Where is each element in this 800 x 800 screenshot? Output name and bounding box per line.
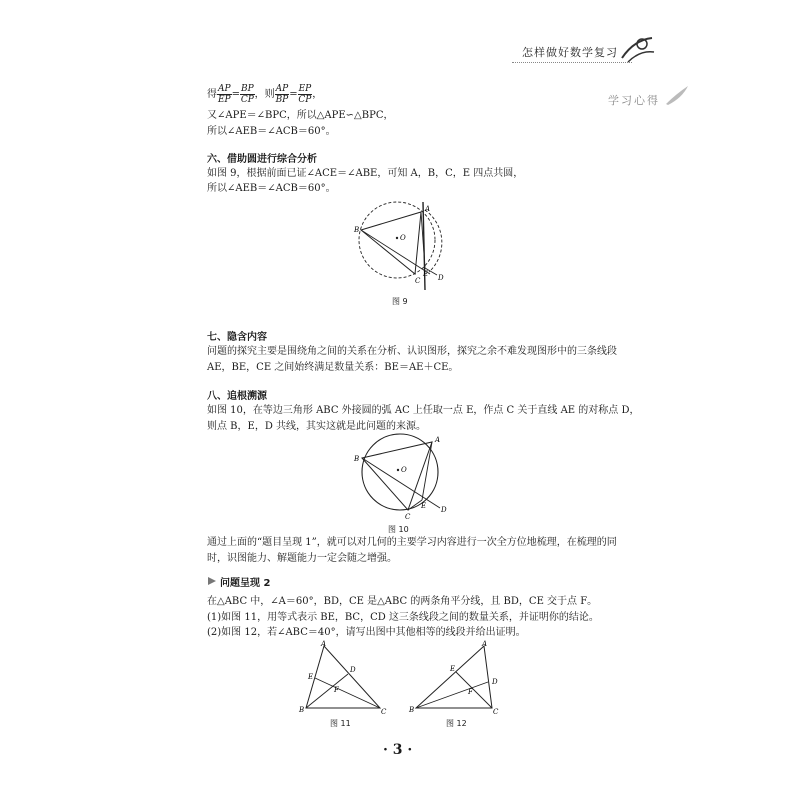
proof-line-2: 又∠APE＝∠BPC，所以△APE∽△BPC， — [207, 110, 394, 121]
fig11-label-e: E — [308, 673, 314, 681]
fig10-label-d: D — [441, 506, 447, 514]
summary-line-1: 通过上面的“题目呈现 1”，就可以对几何的主要学习内容进行一次全方位地梳理，在梳理的同 — [207, 537, 617, 548]
section-8-line-1: 如图 10，在等边三角形 ABC 外接圆的弧 AC 上任取一点 E，作点 C 关于直线 AE 的对称点 D， — [207, 405, 640, 416]
fig10-label-a: A — [435, 436, 441, 444]
fig12-label-f: F — [468, 688, 473, 696]
fig9-label-d: D — [438, 274, 444, 282]
page-number: · 3 · — [383, 742, 413, 758]
fig12-label-a: A — [482, 640, 488, 648]
running-header-title: 怎样做好数学复习 — [522, 46, 618, 59]
problem-2-heading: 问题呈现 2 — [220, 578, 271, 589]
fig11-label-a: A — [321, 640, 327, 648]
fig12-label-d: D — [492, 678, 498, 686]
fig12-label-b: B — [409, 706, 415, 714]
problem-2-line-1: 在△ABC 中，∠A＝60°，BD，CE 是△ABC 的两条角平分线，且 BD，CE 交于点 F。 — [207, 596, 598, 607]
problem-2-line-3: (2)如图 12，若∠ABC＝40°，请写出图中其他相等的线段并给出证明。 — [207, 627, 526, 638]
fig9-label-o: O — [400, 234, 406, 242]
figure-12 — [408, 640, 504, 716]
section-6-heading: 六、借助圆进行综合分析 — [207, 154, 317, 165]
section-7-line-2: AE，BE，CE 之间始终满足数量关系：BE＝AE＋CE。 — [207, 362, 459, 373]
figure-10 — [348, 430, 458, 522]
figure-9-caption: 图 9 — [392, 297, 408, 306]
fig9-label-b: B — [354, 226, 360, 234]
fig10-label-c: C — [405, 513, 411, 521]
section-8-heading: 八、追根溯源 — [207, 391, 267, 402]
proof-ratio-line: 得 $\frac{AP}{EP}$ = $\frac{BP}{CP}$ ，则 $\frac{AP}{BP}$ = $\frac{EP}{CP}$ ， — [207, 84, 323, 105]
fig10-label-o: O — [401, 466, 407, 474]
fig9-label-c: C — [415, 277, 421, 285]
fig10-label-e: E — [421, 502, 427, 510]
triangle-marker-icon — [207, 576, 217, 586]
section-7-line-1: 问题的探究主要是围绕角之间的关系在分析、认识图形，探究之余不难发现图形中的三条线段 — [207, 346, 617, 357]
section-6-line-2: 所以∠AEB＝∠ACB＝60°。 — [207, 183, 336, 194]
fig11-label-f: F — [334, 686, 339, 694]
fig11-label-c: C — [381, 708, 387, 716]
fig12-label-e: E — [450, 665, 456, 673]
fig9-label-e: E — [423, 270, 429, 278]
figure-10-caption: 图 10 — [388, 525, 409, 534]
section-7-heading: 七、隐含内容 — [207, 332, 267, 343]
fig12-label-c: C — [493, 708, 499, 716]
figure-11 — [296, 640, 388, 716]
section-6-line-1: 如图 9，根据前面已证∠ACE＝∠ABE，可知 A，B，C，E 四点共圆， — [207, 168, 524, 179]
figure-9 — [345, 200, 455, 292]
figure-12-caption: 图 12 — [446, 719, 467, 728]
problem-2-line-2: (1)如图 11，用等式表示 BE，BC，CD 这三条线段之间的数量关系，并证明你的结论。 — [207, 612, 599, 623]
proof-line-3: 所以∠AEB＝∠ACB＝60°。 — [207, 126, 336, 137]
pen-icon — [662, 84, 692, 108]
summary-line-2: 时，识图能力、解题能力一定会随之增强。 — [207, 553, 397, 564]
fig11-label-b: B — [299, 706, 305, 714]
fig11-label-d: D — [350, 666, 356, 674]
fig9-label-a: A — [425, 205, 431, 213]
figure-11-caption: 图 11 — [330, 719, 351, 728]
side-note-label: 学习心得 — [608, 94, 660, 107]
section-8-line-2: 则点 B，E，D 共线，其实这就是此问题的来源。 — [207, 421, 427, 432]
header-dotted-rule — [512, 62, 632, 63]
fig10-label-b: B — [354, 455, 360, 463]
